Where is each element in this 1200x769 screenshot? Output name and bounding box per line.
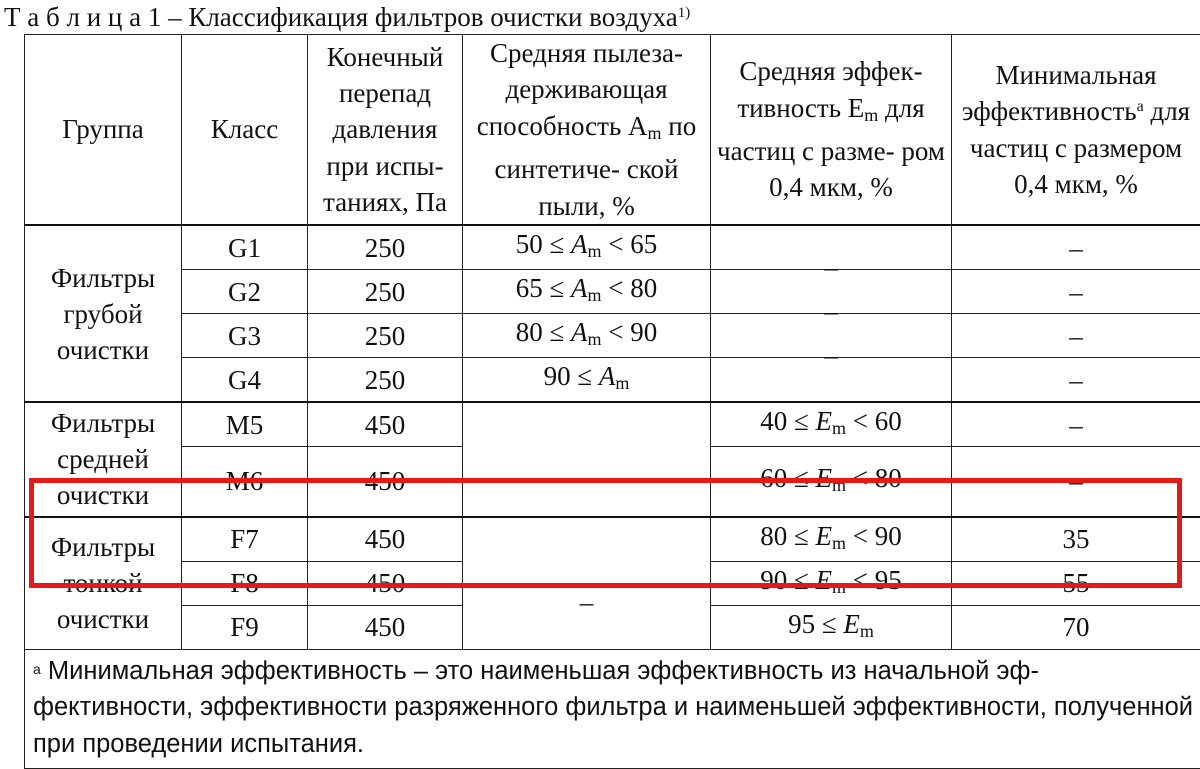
- min-efficiency-cell: –: [952, 447, 1200, 517]
- arrestance-cell-prefix: 50 ≤: [516, 229, 571, 259]
- header-arrestance-sub: m: [648, 123, 662, 143]
- min-efficiency-cell: 70: [952, 605, 1200, 649]
- header-pressure-text: Конечный перепад давления при испы- таниях, Па: [323, 42, 447, 218]
- efficiency-cell-symbol: E: [816, 463, 833, 493]
- header-row: [25, 35, 1200, 226]
- efficiency-cell: [711, 605, 952, 649]
- min-efficiency-cell: –: [952, 314, 1200, 358]
- efficiency-cell-dash: _: [824, 240, 838, 276]
- header-efficiency: [711, 35, 952, 226]
- arrestance-cell: [463, 402, 711, 517]
- efficiency-cell: [711, 402, 952, 447]
- footnote-text: Минимальная эффективность – это наименьшая эффективность из начальной эф- фективности, эффективности разряженного фильтра и наименьшей эффективности, полученной при проведении испытания.: [33, 657, 1193, 758]
- efficiency-cell-subscript: m: [832, 533, 846, 553]
- min-efficiency-cell: 35: [952, 517, 1200, 562]
- header-min-eff-text: Минимальная эффективность: [962, 60, 1157, 126]
- table-row: [25, 517, 1200, 562]
- arrestance-cell-symbol: A: [599, 361, 616, 391]
- group-name: Фильтры грубой очистки: [25, 225, 182, 402]
- arrestance-cell-dash: _: [580, 451, 594, 487]
- arrestance-cell-suffix: < 90: [602, 317, 658, 347]
- class-cell: G1: [182, 225, 308, 270]
- arrestance-cell-suffix: < 80: [602, 273, 658, 303]
- efficiency-cell-suffix: < 60: [846, 406, 902, 436]
- header-efficiency-sub: m: [864, 105, 878, 125]
- arrestance-cell-prefix: 90 ≤: [544, 361, 599, 391]
- arrestance-cell-subscript: m: [588, 329, 602, 349]
- arrestance-cell-dash: _: [580, 575, 594, 611]
- efficiency-cell: [711, 358, 952, 403]
- footnote: [25, 649, 1200, 768]
- arrestance-cell-subscript: m: [615, 373, 629, 393]
- class-cell: G2: [182, 270, 308, 314]
- header-min-eff-sup: a: [1137, 98, 1144, 115]
- class-cell: G4: [182, 358, 308, 403]
- arrestance-cell-prefix: 65 ≤: [516, 273, 571, 303]
- arrestance-cell-prefix: 80 ≤: [516, 317, 571, 347]
- arrestance-cell-symbol: A: [571, 229, 588, 259]
- header-efficiency-text: Средняя эффек- тивность E: [737, 56, 922, 122]
- arrestance-cell-symbol: A: [571, 273, 588, 303]
- header-group: Группа: [25, 35, 182, 226]
- arrestance-cell: [463, 358, 711, 403]
- class-cell: M6: [182, 447, 308, 517]
- efficiency-cell-suffix: < 90: [846, 521, 902, 551]
- min-efficiency-cell: –: [952, 358, 1200, 403]
- efficiency-cell-dash: _: [824, 372, 838, 408]
- efficiency-cell-dash: _: [824, 284, 838, 320]
- footnote-row: [25, 649, 1200, 768]
- min-efficiency-cell: –: [952, 225, 1200, 270]
- pressure-cell: 450: [308, 402, 463, 447]
- filter-classification-table: [24, 34, 1200, 769]
- table-caption: [4, 0, 690, 36]
- arrestance-cell: [463, 270, 711, 314]
- header-min-efficiency: [952, 35, 1200, 226]
- pressure-cell: 450: [308, 447, 463, 517]
- table-row: [25, 225, 1200, 270]
- table-row: [25, 270, 1200, 314]
- header-arrestance-tail: по синтетиче- ской пыли, %: [495, 111, 697, 221]
- efficiency-cell-prefix: 95 ≤: [788, 609, 843, 639]
- efficiency-cell: [711, 517, 952, 562]
- arrestance-cell-suffix: < 65: [602, 229, 658, 259]
- efficiency-cell-prefix: 90 ≤: [760, 565, 815, 595]
- pressure-cell: 450: [308, 517, 463, 562]
- efficiency-cell-suffix: < 95: [846, 565, 902, 595]
- pressure-cell: 250: [308, 358, 463, 403]
- efficiency-cell-subscript: m: [832, 475, 846, 495]
- efficiency-cell-subscript: m: [860, 621, 874, 641]
- header-min-eff-tail: для частиц с размером 0,4 мкм, %: [970, 96, 1190, 199]
- efficiency-cell: [711, 314, 952, 358]
- arrestance-cell-subscript: m: [588, 285, 602, 305]
- header-arrestance-text: Средняя пылеза- держивающая способность A: [477, 38, 683, 141]
- caption-text: Т а б л и ц а 1 – Классификация фильтров очистки воздуха: [4, 2, 678, 32]
- arrestance-cell: [463, 314, 711, 358]
- efficiency-cell-symbol: E: [816, 565, 833, 595]
- pressure-cell: 250: [308, 270, 463, 314]
- efficiency-cell-prefix: 80 ≤: [760, 521, 815, 551]
- caption-footnote-ref: 1): [678, 5, 691, 21]
- class-cell: M5: [182, 402, 308, 447]
- efficiency-cell: [711, 447, 952, 517]
- efficiency-cell: [711, 225, 952, 270]
- footnote-marker: a: [33, 661, 41, 677]
- class-cell: F9: [182, 605, 308, 649]
- pressure-cell: 250: [308, 314, 463, 358]
- efficiency-cell-symbol: E: [843, 609, 860, 639]
- min-efficiency-cell: 55: [952, 561, 1200, 605]
- group-name: Фильтры тонкой очистки: [25, 517, 182, 650]
- class-cell: G3: [182, 314, 308, 358]
- header-efficiency-tail: для частиц с разме- ром 0,4 мкм, %: [717, 93, 945, 203]
- efficiency-cell-prefix: 40 ≤: [760, 406, 815, 436]
- arrestance-cell: [463, 517, 711, 650]
- header-pressure: [308, 35, 463, 226]
- class-cell: F7: [182, 517, 308, 562]
- group-name: Фильтры средней очистки: [25, 402, 182, 517]
- efficiency-cell-symbol: E: [816, 406, 833, 436]
- class-cell: F8: [182, 561, 308, 605]
- pressure-cell: 450: [308, 605, 463, 649]
- arrestance-cell-symbol: A: [571, 317, 588, 347]
- efficiency-cell-subscript: m: [832, 418, 846, 438]
- arrestance-cell: [463, 225, 711, 270]
- table-row: [25, 314, 1200, 358]
- table-row: [25, 402, 1200, 447]
- pressure-cell: 450: [308, 561, 463, 605]
- efficiency-cell-dash: _: [824, 328, 838, 364]
- efficiency-cell-prefix: 60 ≤: [760, 463, 815, 493]
- efficiency-cell-suffix: < 80: [846, 463, 902, 493]
- pressure-cell: 250: [308, 225, 463, 270]
- min-efficiency-cell: –: [952, 402, 1200, 447]
- table-row: [25, 358, 1200, 403]
- efficiency-cell-symbol: E: [816, 521, 833, 551]
- efficiency-cell: [711, 270, 952, 314]
- header-arrestance: [463, 35, 711, 226]
- efficiency-cell-subscript: m: [832, 577, 846, 597]
- arrestance-cell-subscript: m: [588, 241, 602, 261]
- efficiency-cell: [711, 561, 952, 605]
- min-efficiency-cell: –: [952, 270, 1200, 314]
- header-class: Класс: [182, 35, 308, 226]
